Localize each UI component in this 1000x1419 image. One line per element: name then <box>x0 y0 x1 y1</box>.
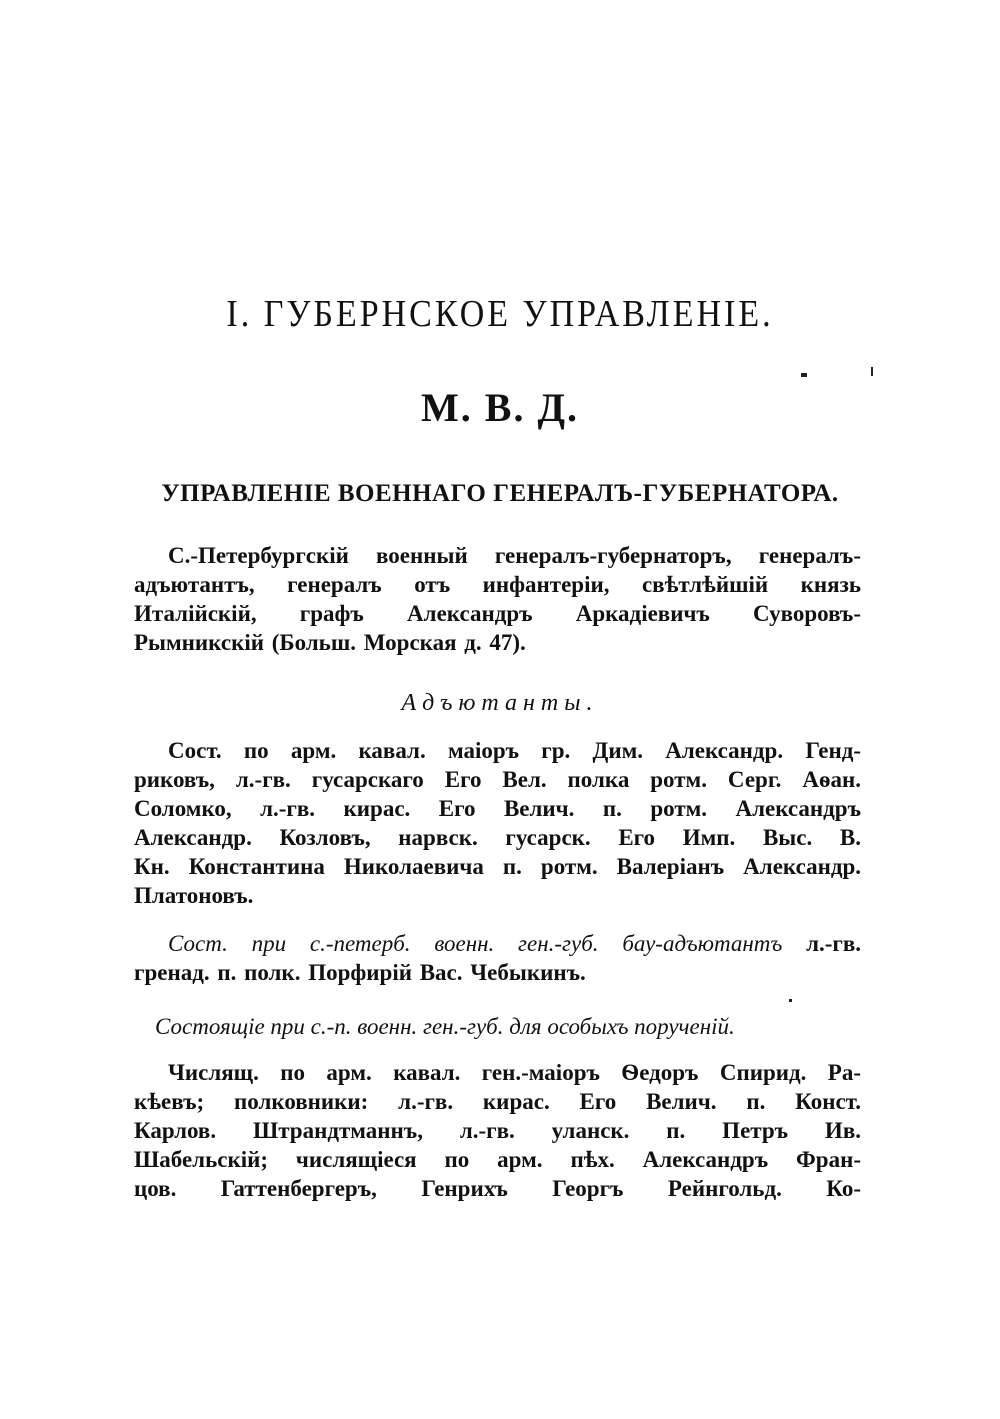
adjutants-line: риковъ, л.-гв. гусарскаго Его Вел. полка ротм. Серг. Аѳан. <box>134 767 861 792</box>
special-line: кѣевъ; полковники: л.-гв. кирас. Его Велич. п. Конст. <box>134 1089 861 1114</box>
governor-line: Рымникскій (Больш. Морская д. 47). <box>134 630 526 655</box>
ministry-abbreviation: М. В. Д. <box>421 385 579 430</box>
bau-adjutant-rest: л.-гв. <box>782 931 861 956</box>
bau-adjutant-line: гренад. п. полк. Порфирій Вас. Чебыкинъ. <box>134 960 586 985</box>
special-line: цов. Гаттенбергеръ, Генрихъ Георгъ Рейнгольд. Ко- <box>134 1176 861 1201</box>
adjutants-line: Александр. Козловъ, нарвск. гусарск. Его Имп. Выс. В. <box>134 825 861 850</box>
governor-line: Италійскій, графъ Александръ Аркадіевичъ Суворовъ- <box>134 601 861 626</box>
governor-paragraph <box>134 541 861 657</box>
adjutants-paragraph <box>134 736 861 910</box>
special-assignments-label: Состоящіе при с.-п. военн. ген.-губ. для особыхъ порученій. <box>155 1014 735 1039</box>
bau-adjutant-line <box>134 929 861 958</box>
adjutants-line: Соломко, л.-гв. кирас. Его Велич. п. ротм. Александръ <box>134 796 861 821</box>
adjutants-line: Сост. по арм. кавал. маіоръ гр. Дим. Александр. Генд- <box>168 738 861 763</box>
page-title: I. ГУБЕРНСКОЕ УПРАВЛЕНІЕ. <box>226 293 774 336</box>
special-line: Числящ. по арм. кавал. ген.-маіоръ Ѳедоръ Спирид. Ра- <box>168 1060 861 1085</box>
special-line: Шабельскій; числящіеся по арм. пѣх. Александръ Фран- <box>134 1147 861 1172</box>
print-speck <box>871 367 873 376</box>
adjutants-line: Кн. Константина Николаевича п. ротм. Валеріанъ Александр. <box>134 854 861 879</box>
bau-adjutant-paragraph <box>134 929 861 987</box>
section-heading: УПРАВЛЕНІЕ ВОЕННАГО ГЕНЕРАЛЪ-ГУБЕРНАТОРА. <box>161 480 839 507</box>
print-speck <box>801 373 807 377</box>
bau-adjutant-lead: Сост. при с.-петерб. военн. ген.-губ. бау-адъютантъ <box>168 931 783 956</box>
special-line: Карлов. Штрандтманнъ, л.-гв. уланск. п. Петръ Ив. <box>134 1118 861 1143</box>
adjutants-line: Платоновъ. <box>134 883 254 908</box>
governor-line: адъютантъ, генералъ отъ инфантеріи, свѣтлѣйшій князь <box>134 572 861 597</box>
governor-line: С.-Петербургскій военный генералъ-губернаторъ, генералъ- <box>168 543 861 568</box>
special-assignments-paragraph <box>134 1058 861 1203</box>
adjutants-label: Адъютанты. <box>401 690 599 716</box>
print-speck <box>789 999 792 1002</box>
